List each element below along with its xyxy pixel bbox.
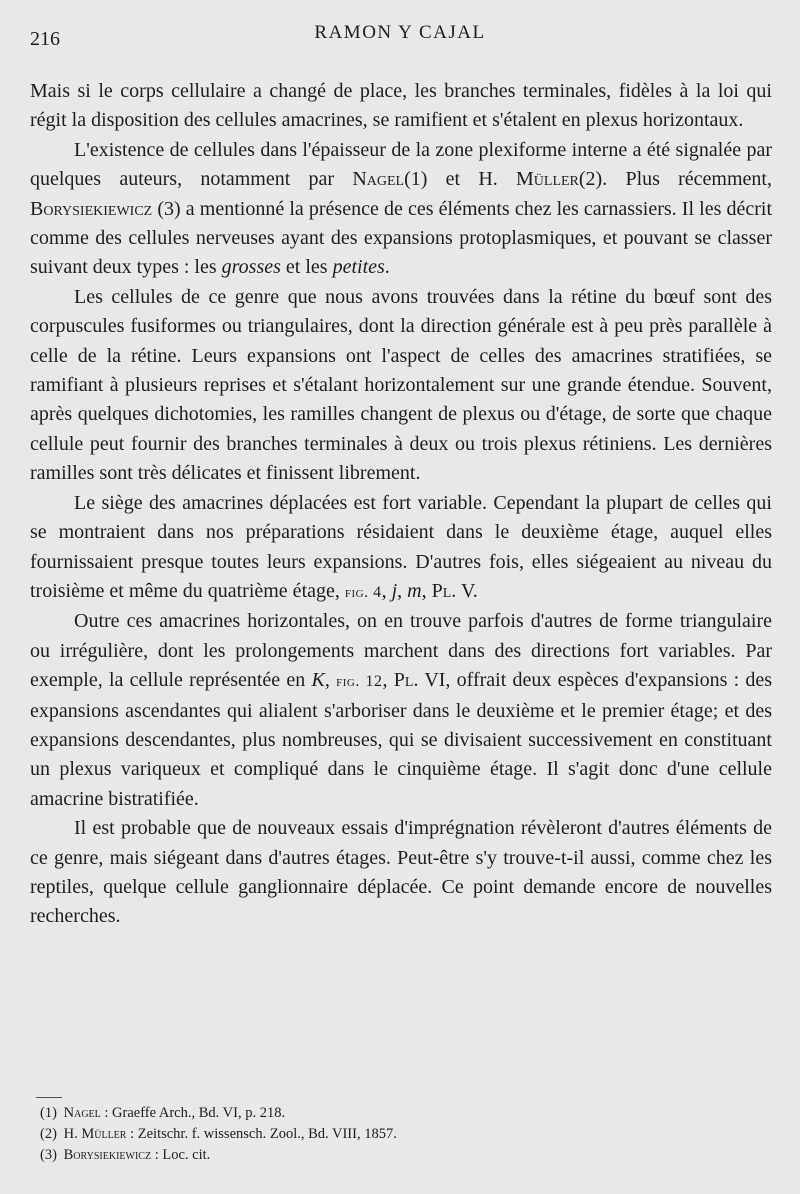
term-petites: petites bbox=[332, 256, 385, 279]
figure-reference: fig. 4 bbox=[344, 583, 382, 601]
author-borysiekiewicz: Borysiekiewicz bbox=[30, 197, 153, 220]
footnote-3 bbox=[40, 1145, 760, 1166]
figure-reference: fig. 12 bbox=[336, 673, 383, 691]
plate-reference: Pl. VI bbox=[393, 669, 446, 692]
paragraph-2 bbox=[30, 136, 772, 283]
paragraph-4 bbox=[30, 489, 772, 608]
figure-label-k: K bbox=[311, 669, 325, 692]
text-run: . bbox=[384, 256, 390, 279]
text-run: Le siège des amacrines déplacées est fort variable. Cependant la plupart de celles qui se montraient dans nos préparations résidaient dans le deuxième étage, auquel elles fournissaient presque toutes leurs expansions. D'autres fois, elles siégeaient au niveau du troisième et même du quatrième étage, bbox=[30, 491, 772, 602]
paragraph-5 bbox=[30, 607, 772, 814]
footnote-number: (3) bbox=[40, 1147, 57, 1163]
text-run: , bbox=[421, 579, 432, 602]
footnote-number: (1) bbox=[40, 1105, 57, 1121]
text-run: , offrait deux espèces d'expansions : des expansions ascendantes qui alialent s'arboriser dans le deuxième et le premier étage; et des expansions descendantes, plus nombreuses, qui se divisaient successivement en constituant un plexus variqueux et compliqué dans le cinquième étage. Il s'agit donc d'une cellule amacrine bistratifiée. bbox=[30, 669, 773, 810]
text-run: , bbox=[382, 669, 394, 692]
text-run: (2). Plus récemment, bbox=[578, 168, 772, 191]
author-muller: Müller bbox=[516, 168, 579, 191]
running-title: RAMON Y CAJAL bbox=[314, 22, 486, 43]
footnote-number: (2) bbox=[40, 1126, 57, 1142]
text-run: , bbox=[381, 579, 392, 602]
footnote-author: Nagel bbox=[63, 1105, 101, 1121]
footnote-text: : Graeffe Arch., Bd. VI, p. 218. bbox=[100, 1105, 286, 1121]
page-number: 216 bbox=[30, 28, 60, 50]
term-grosses: grosses bbox=[221, 256, 281, 279]
text-run: , bbox=[324, 669, 337, 692]
text-run: (1) et H. bbox=[404, 168, 516, 191]
text-run: L'existence de cellules dans l'épaisseur de la zone plexiforme interne a été signalée par quelques auteurs, notamment par bbox=[30, 138, 772, 191]
body-text bbox=[30, 77, 772, 932]
footnotes bbox=[40, 1103, 760, 1166]
paragraph-3: Les cellules de ce genre que nous avons trouvées dans la rétine du bœuf sont des corpuscules fusiformes ou triangulaires, dont la direction générale est à peu près parallèle à celle de la rétine. Leurs expansions ont l'aspect de celles des amacrines stratifiées, se ramifiant à plusieurs reprises et s'étalant horizontalement sur une grande étendue. Souvent, après quelques dichotomies, les ramilles changent de plexus ou d'étage, de sorte que chaque cellule peut fournir des branches terminales à deux ou trois plexus rétiniens. Les dernières ramilles sont très délicates et finissent librement. bbox=[30, 285, 772, 485]
text-run: (3) a mentionné la présence de ces éléments chez les carnassiers. Il les décrit comme des cellules nerveuses ayant des expansions protoplasmiques, et pouvant se classer suivant deux types : les bbox=[30, 197, 772, 279]
text-run: , bbox=[397, 579, 408, 602]
paragraph-6: Il est probable que de nouveaux essais d'imprégnation révèleront d'autres éléments de ce genre, mais siégeant dans d'autres étages. Peut-être s'y trouve-t-il aussi, comme chez les reptiles, quelque cellule ganglionnaire déplacée. Ce point demande encore de nouvelles recherches. bbox=[30, 817, 772, 928]
footnote-1 bbox=[40, 1103, 760, 1124]
author-nagel: Nagel bbox=[352, 168, 405, 191]
page-header bbox=[30, 18, 770, 52]
footnote-text: : Loc. cit. bbox=[151, 1147, 211, 1163]
footnote-2 bbox=[40, 1124, 760, 1145]
footnote-divider bbox=[36, 1097, 62, 1098]
figure-label-m: m bbox=[407, 579, 422, 602]
text-run: et les bbox=[280, 256, 333, 279]
footnote-author: H. Müller bbox=[63, 1126, 127, 1142]
paragraph-1: Mais si le corps cellulaire a changé de place, les branches terminales, fidèles à la loi qui régit la disposition des cellules amacrines, se ramifient et s'étalent en plexus horizontaux. bbox=[30, 80, 772, 132]
footnote-author: Borysiekiewicz bbox=[63, 1147, 152, 1163]
figure-label-j: j bbox=[391, 579, 398, 602]
plate-reference: Pl. V. bbox=[431, 579, 478, 602]
text-run: Outre ces amacrines horizontales, on en trouve parfois d'autres de forme triangulaire ou irrégulière, dont les prolongements marchent dans des directions fort variables. Par exemple, la cellule représentée en bbox=[30, 610, 772, 692]
footnote-text: : Zeitschr. f. wissensch. Zool., Bd. VIII, 1857. bbox=[126, 1126, 397, 1142]
